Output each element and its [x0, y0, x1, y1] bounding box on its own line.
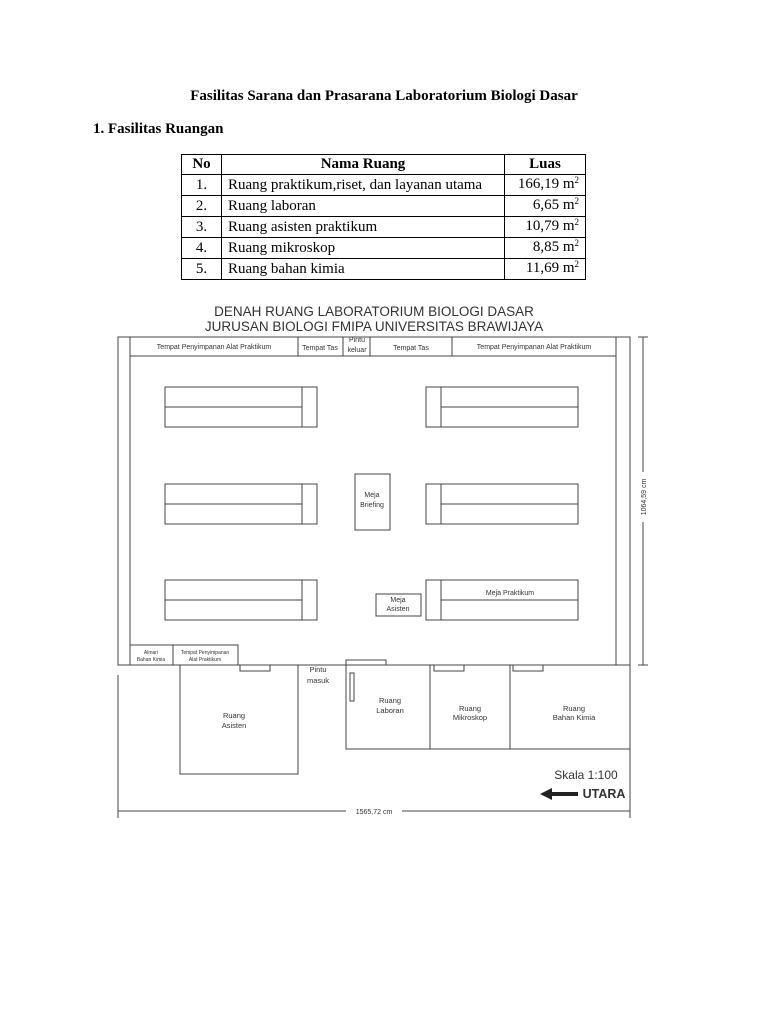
row-no: 2. [182, 196, 222, 217]
row-room-name: Ruang asisten praktikum [222, 217, 505, 238]
microscope-room-label-2: Mikroskop [452, 713, 488, 722]
area-unit: m [562, 197, 575, 213]
table-row [182, 238, 586, 259]
table-row [182, 259, 586, 280]
row-area [505, 238, 586, 259]
area-unit: m [562, 176, 575, 192]
table-header-row [182, 155, 586, 175]
laboran-room-label-1: Ruang [378, 696, 402, 705]
storage-right-label: Tempat Penyimpanan Alat Praktikum [476, 344, 592, 351]
area-unit: m [562, 218, 575, 234]
section-heading: 1. Fasilitas Ruangan [93, 121, 224, 137]
document-title: Fasilitas Sarana dan Prasarana Laboratorium Biologi Dasar [190, 88, 578, 104]
area-value: 11,69 [525, 260, 560, 276]
chem-cabinet-label-1: Almari [143, 650, 159, 656]
north-arrow-icon [540, 788, 578, 800]
inner-wall [130, 356, 616, 665]
chem-room-label-1: Ruang [562, 704, 586, 713]
chem-cabinet-label-2: Bahan Kimia [136, 657, 166, 663]
assistant-table-label-2: Asisten [386, 606, 410, 613]
area-unit: m [562, 260, 575, 276]
assistant-room-label-1: Ruang [222, 711, 246, 720]
entry-door-label-1: Pintu [309, 665, 327, 674]
briefing-label-1: Meja [364, 492, 380, 499]
exit-door-label-2: keluar [347, 347, 367, 354]
entry-door-label-2: masuk [306, 676, 330, 685]
row-no: 3. [182, 217, 222, 238]
row-no: 4. [182, 238, 222, 259]
storage-left-label: Tempat Penyimpanan Alat Praktikum [156, 344, 272, 351]
table-row [182, 217, 586, 238]
laboran-room-label-2: Laboran [376, 706, 404, 715]
chem-room-label-2: Bahan Kimia [552, 713, 596, 722]
area-value: 8,85 [532, 239, 560, 255]
row-room-name: Ruang bahan kimia [222, 259, 505, 280]
row-area [505, 217, 586, 238]
table-row [182, 196, 586, 217]
floorplan-title-line2: JURUSAN BIOLOGI FMIPA UNIVERSITAS BRAWIJAYA [204, 319, 544, 334]
row-room-name: Ruang mikroskop [222, 238, 505, 259]
outer-wall [118, 337, 630, 665]
briefing-label-2: Briefing [360, 502, 384, 509]
row-area [505, 175, 586, 196]
area-value: 6,65 [532, 197, 560, 213]
row-area [505, 196, 586, 217]
area-unit: m [562, 239, 575, 255]
microscope-room-label-1: Ruang [458, 704, 482, 713]
area-exponent: 2 [574, 217, 579, 227]
practicum-table-label: Meja Praktikum [485, 590, 535, 597]
height-dimension-label: 1064,59 cm [641, 478, 648, 516]
scale-label: Skala 1:100 [554, 768, 618, 782]
area-exponent: 2 [574, 196, 579, 206]
area-exponent: 2 [574, 259, 579, 269]
assistant-room-label-2: Asisten [221, 721, 247, 730]
area-exponent: 2 [574, 175, 579, 185]
row-no: 1. [182, 175, 222, 196]
row-area [505, 259, 586, 280]
bag-right-label: Tempat Tas [393, 345, 429, 352]
assistant-table-label-1: Meja [390, 597, 406, 604]
table-row [182, 175, 586, 196]
row-room-name: Ruang praktikum,riset, dan layanan utama [222, 175, 505, 196]
header-area: Luas [505, 155, 586, 175]
header-no: No [182, 155, 222, 175]
floorplan-title-line1: DENAH RUANG LABORATORIUM BIOLOGI DASAR [214, 304, 534, 319]
width-dimension-label: 1565,72 cm [355, 809, 393, 816]
row-room-name: Ruang laboran [222, 196, 505, 217]
exit-door-label-1: Pintu [349, 337, 365, 344]
area-exponent: 2 [574, 238, 579, 248]
area-value: 166,19 [517, 176, 560, 192]
tool-storage-label-2: Alat Praktikum [188, 657, 222, 663]
tool-storage-label-1: Tempat Penyimpanan [180, 650, 230, 656]
room-facilities-table [181, 154, 586, 280]
bag-left-label: Tempat Tas [302, 345, 338, 352]
header-room-name: Nama Ruang [222, 155, 505, 175]
floor-plan [108, 300, 660, 825]
area-value: 10,79 [525, 218, 560, 234]
row-no: 5. [182, 259, 222, 280]
north-label: UTARA [582, 787, 626, 801]
